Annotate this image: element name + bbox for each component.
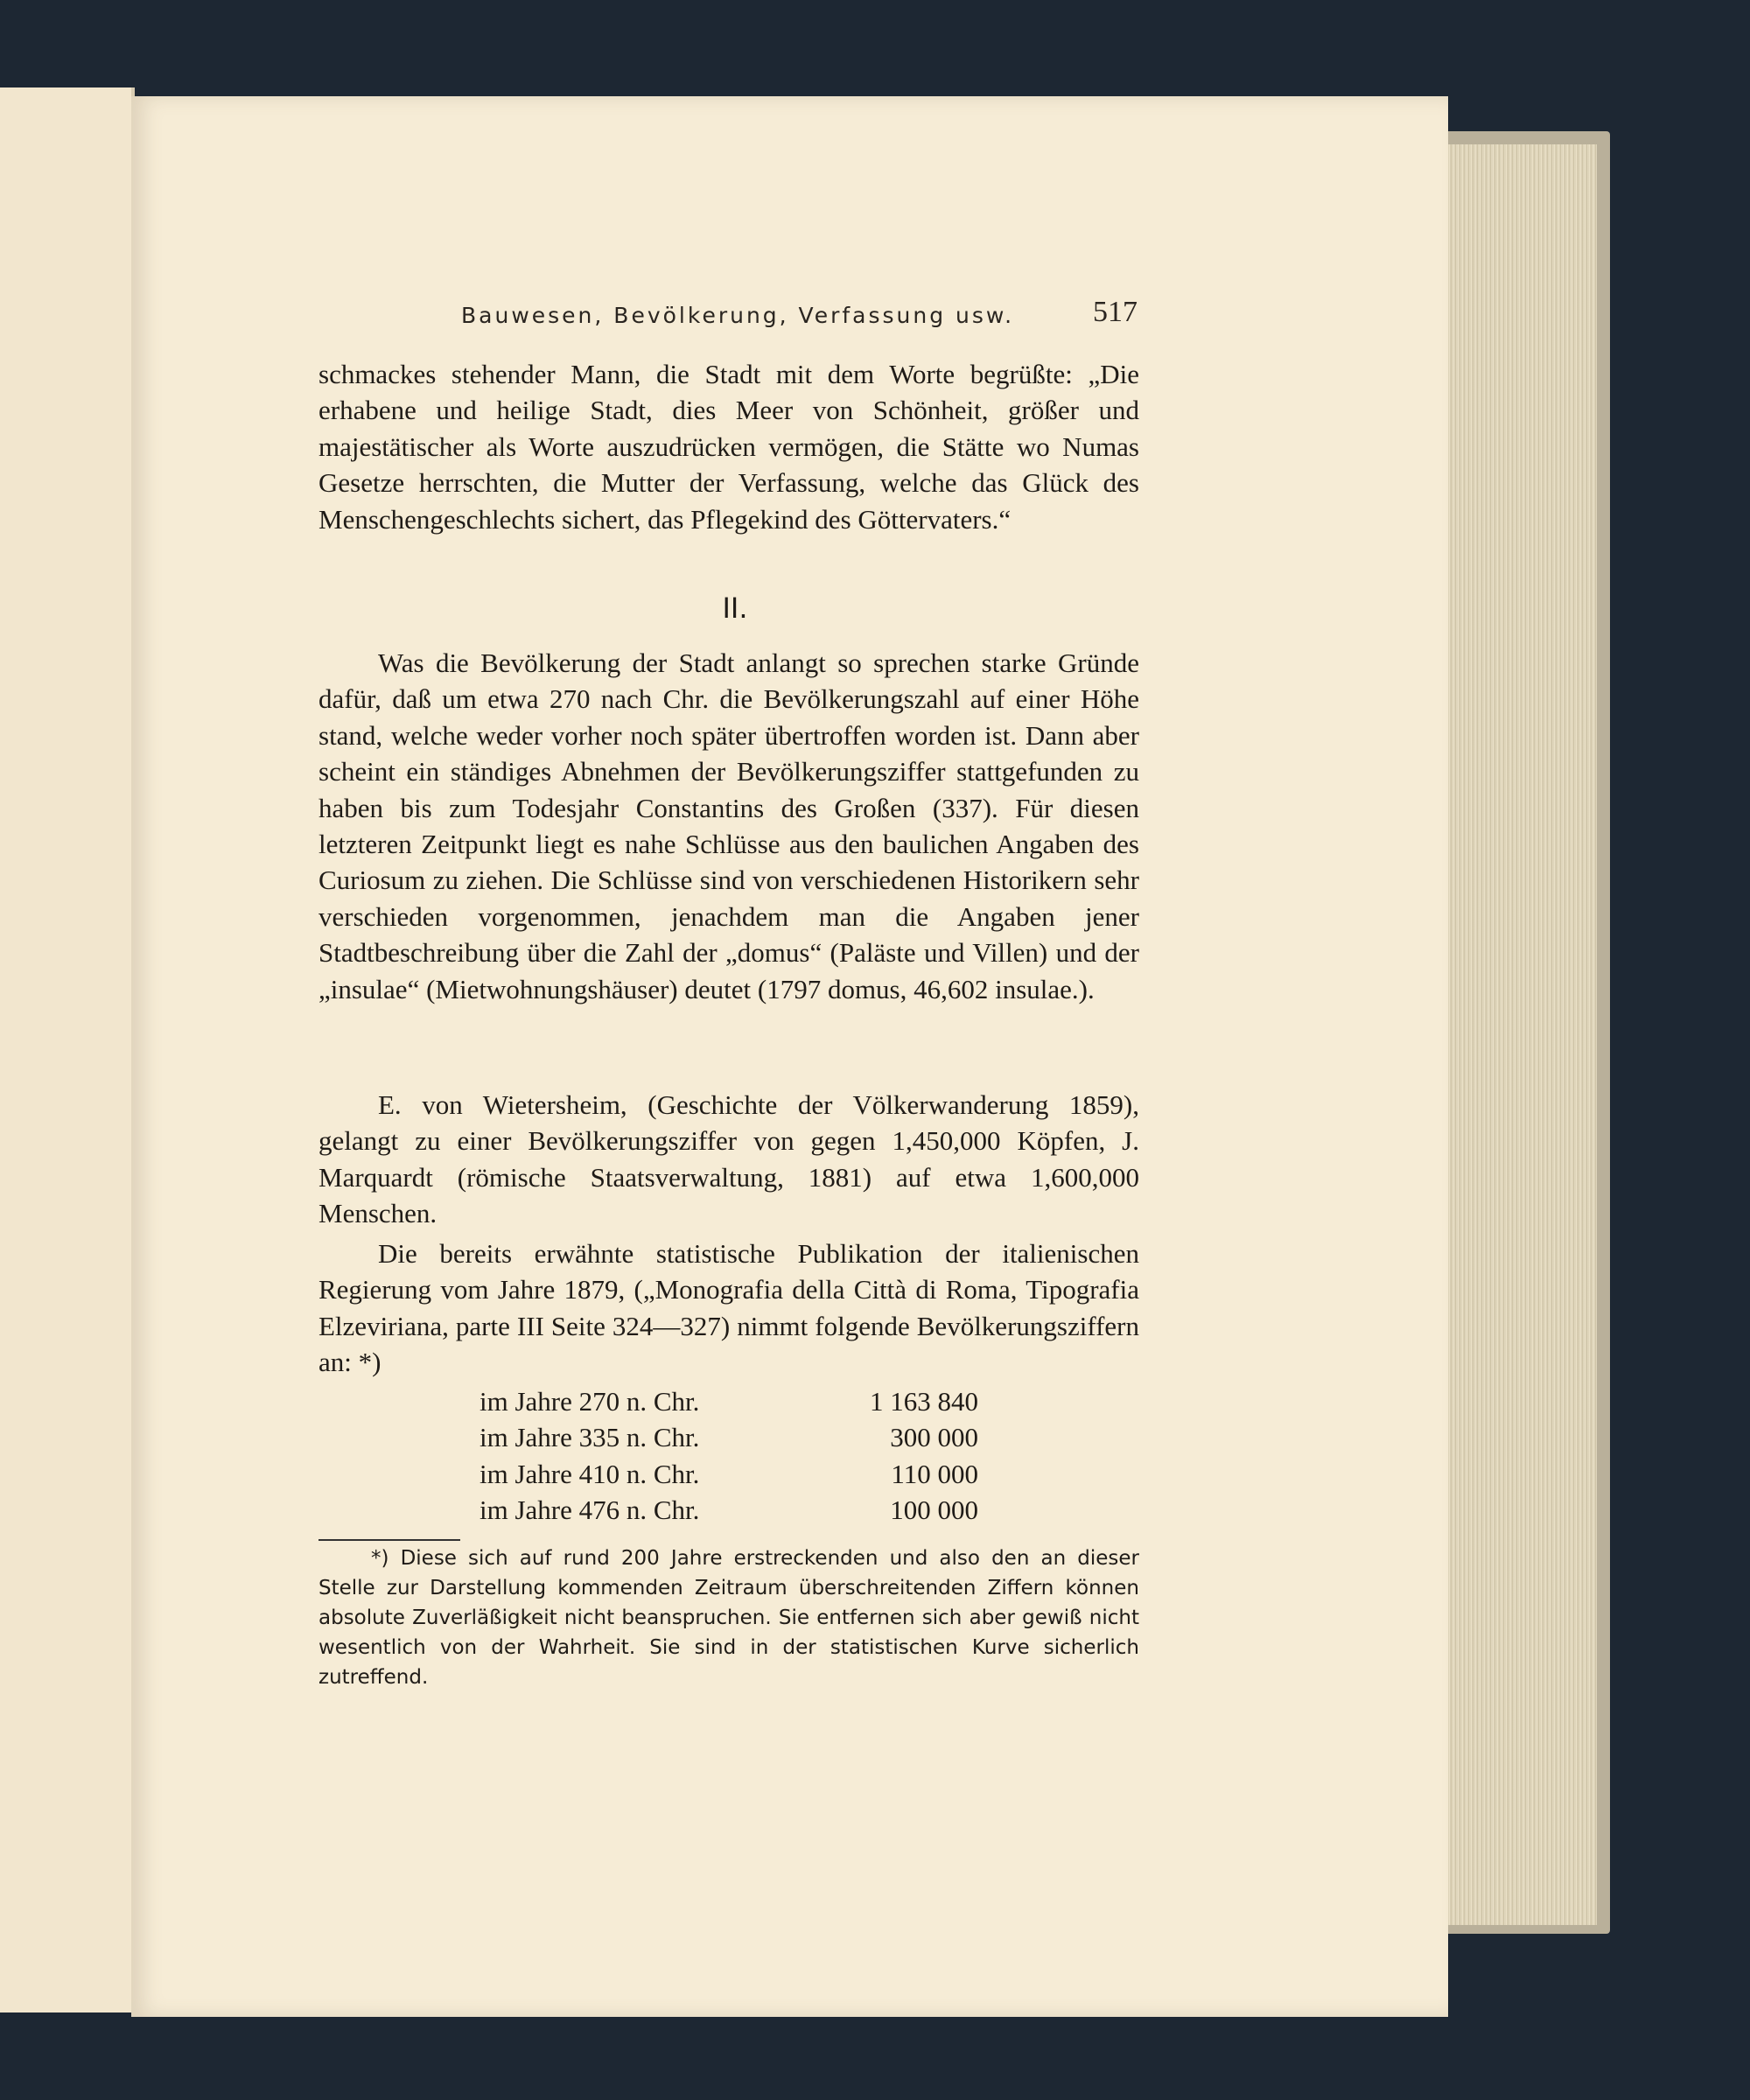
table-cell-value: 300 000 xyxy=(890,1422,978,1453)
table-cell-period: im Jahre 335 n. Chr. xyxy=(480,1422,700,1453)
paragraph-3: E. von Wietersheim, (Geschichte der Völkerwanderung 1859), gelangt zu einer Bevölkerungsziffer von gegen 1,450,000 Köpfen, J. Marquardt (römische Staatsverwaltung, 1881) auf etwa 1,600,000 Menschen. xyxy=(318,1089,1139,1229)
table-cell-value: 1 163 840 xyxy=(870,1386,978,1417)
left-page-margin xyxy=(0,88,135,2012)
page-number: 517 xyxy=(1093,296,1138,328)
table-row xyxy=(480,1386,978,1422)
table-row xyxy=(480,1422,978,1458)
paragraph-1: schmackes stehender Mann, die Stadt mit dem Worte begrüßte: „Die erhabene und heilige Stadt, dies Meer von Schönheit, größer und majestätischer als Worte auszudrücken vermögen, die Stätte wo Numas Gesetze herrschten, die Mutter der Verfassung, welche das Glück des Menschengeschlechts sichert, das Pflegekind des Göttervaters.“ xyxy=(318,359,1139,535)
table-cell-period: im Jahre 476 n. Chr. xyxy=(480,1494,700,1526)
population-table xyxy=(480,1386,978,1531)
running-header: Bauwesen, Bevölkerung, Verfassung usw. xyxy=(461,303,1015,328)
footnote: *) Diese sich auf rund 200 Jahre erstreckenden und also den an dieser Stelle zur Darstellung kommenden Zeitraum überschreitenden Ziffern können absolute Zuverläßigkeit nicht beanspruchen. Sie entfernen sich aber gewiß nicht wesentlich von der Wahrheit. Sie sind in der statistischen Kurve sicherlich zutreffend. xyxy=(318,1547,1139,1689)
paragraph-4: Die bereits erwähnte statistische Publikation der italienischen Regierung vom Jahre 1879, („Monografia della Città di Roma, Tipografia Elzeviriana, parte III Seite 324—327) nimmt folgende Bevölkerungsziffern an: *) xyxy=(318,1238,1139,1378)
table-cell-value: 110 000 xyxy=(891,1458,978,1489)
table-cell-period: im Jahre 410 n. Chr. xyxy=(480,1458,700,1489)
table-row xyxy=(480,1459,978,1494)
table-row xyxy=(480,1494,978,1530)
table-cell-value: 100 000 xyxy=(890,1494,978,1526)
page-stack-edge xyxy=(1439,144,1597,1925)
section-heading: II. xyxy=(722,592,748,625)
paragraph-2: Was die Bevölkerung der Stadt anlangt so sprechen starke Gründe dafür, daß um etwa 270 nach Chr. die Bevölkerungszahl auf einer Höhe stand, welche weder vorher noch später übertroffen worden ist. Dann aber scheint ein ständiges Abnehmen der Bevölkerungsziffer stattgefunden zu haben bis zum Todesjahr Constantins des Großen (337). Für diesen letzteren Zeitpunkt liegt es nahe Schlüsse aus den baulichen Angaben des Curiosum zu ziehen. Die Schlüsse sind von verschiedenen Historikern sehr verschieden vorgenommen, jenachdem man die Angaben jener Stadtbeschreibung über die Zahl der „domus“ (Paläste und Villen) und der „insulae“ (Mietwohnungshäuser) deutet (1797 domus, 46,602 insulae.). xyxy=(318,648,1139,1004)
table-cell-period: im Jahre 270 n. Chr. xyxy=(480,1386,700,1417)
footnote-divider xyxy=(318,1539,460,1541)
